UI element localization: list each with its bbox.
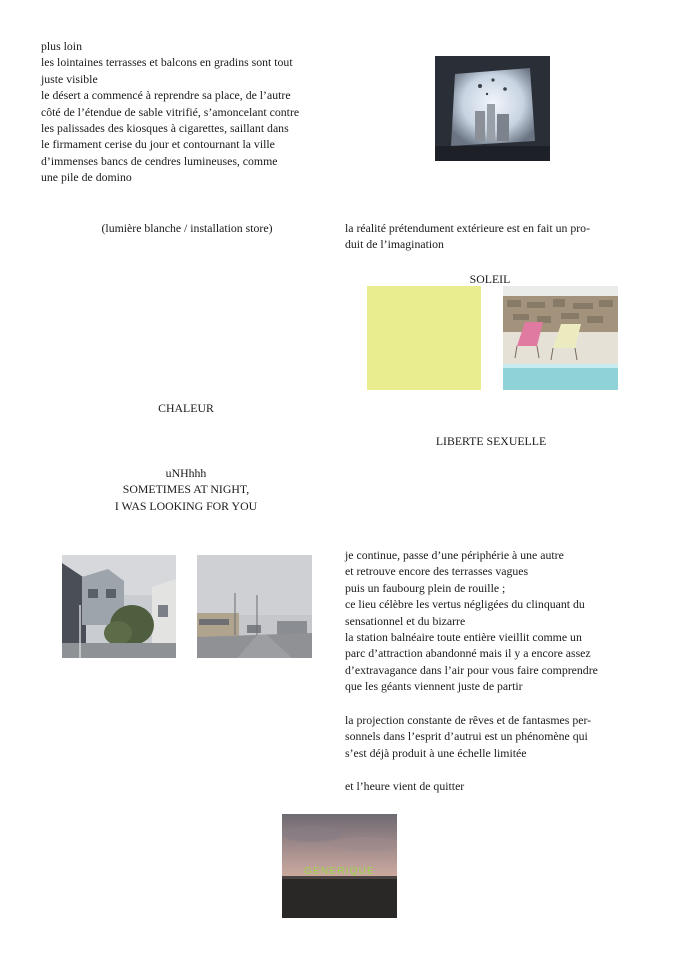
text-line: ce lieu célèbre les vertus négligées du clinquant du — [345, 597, 585, 612]
liberte-label: LIBERTE SEXUELLE — [435, 434, 547, 448]
text-line: les palissades des kiosques à cigarettes, saillant dans — [41, 121, 289, 136]
generique-title: GENERIQUE — [304, 866, 375, 877]
text-line: et retrouve encore des terrasses vagues — [345, 564, 529, 579]
continue-text — [345, 547, 645, 695]
text-line: une pile de domino — [41, 170, 132, 185]
text-line: parc d’attraction abandonné mais il y a encore assez — [345, 646, 591, 661]
empty-street-photo — [197, 555, 312, 658]
text-line: SOMETIMES AT NIGHT, — [122, 482, 250, 497]
text-line: le désert a commencé à reprendre sa place, de l’autre — [41, 88, 291, 103]
text-line: la projection constante de rêves et de fantasmes per- — [345, 713, 592, 727]
poem-top — [41, 38, 341, 186]
generique-sunset-photo — [282, 814, 397, 918]
text-line: d’immenses bancs de cendres lumineuses, comme — [41, 153, 278, 168]
text-line: que les géants viennent juste de partir — [345, 679, 523, 694]
text-line: les lointaines terrasses et balcons en gradins sont tout — [41, 55, 293, 70]
soleil-color-swatch — [367, 286, 481, 390]
text-line: s’est déjà produit à une échelle limitée — [345, 745, 527, 760]
text-line: I WAS LOOKING FOR YOU — [114, 498, 258, 513]
text-line: sonnels dans l’esprit d’autrui est un phénomène qui — [345, 729, 588, 744]
caption-installation: (lumière blanche / installation store) — [101, 221, 273, 235]
installation-photo — [435, 56, 550, 161]
text-line: uNHhhh — [165, 466, 207, 480]
pool-chairs-photo — [503, 286, 618, 390]
text-line: côté de l’étendue de sable vitrifié, s’amoncelant contre — [41, 104, 300, 119]
chaleur-label: CHALEUR — [158, 401, 214, 415]
reality-text — [345, 220, 645, 253]
text-line: duit de l’imagination — [345, 237, 444, 252]
text-line: le firmament cerise du jour et contournant la ville — [41, 137, 275, 152]
suburb-houses-photo — [62, 555, 176, 658]
text-line: plus loin — [41, 39, 82, 53]
text-line: puis un faubourg plein de rouille ; — [345, 580, 506, 595]
final-line: et l’heure vient de quitter — [345, 779, 465, 793]
night-text — [86, 465, 286, 514]
projection-text — [345, 712, 645, 761]
text-line: juste visible — [41, 71, 98, 86]
text-line: la station balnéaire toute entière vieillit comme un — [345, 630, 582, 645]
text-line: la réalité prétendument extérieure est en fait un pro- — [345, 221, 590, 235]
soleil-label: SOLEIL — [469, 272, 511, 286]
text-line: sensationnel et du bizarre — [345, 613, 466, 628]
text-line: d’extravagance dans l’air pour vous faire comprendre — [345, 662, 598, 677]
text-line: je continue, passe d’une périphérie à une autre — [345, 548, 564, 562]
